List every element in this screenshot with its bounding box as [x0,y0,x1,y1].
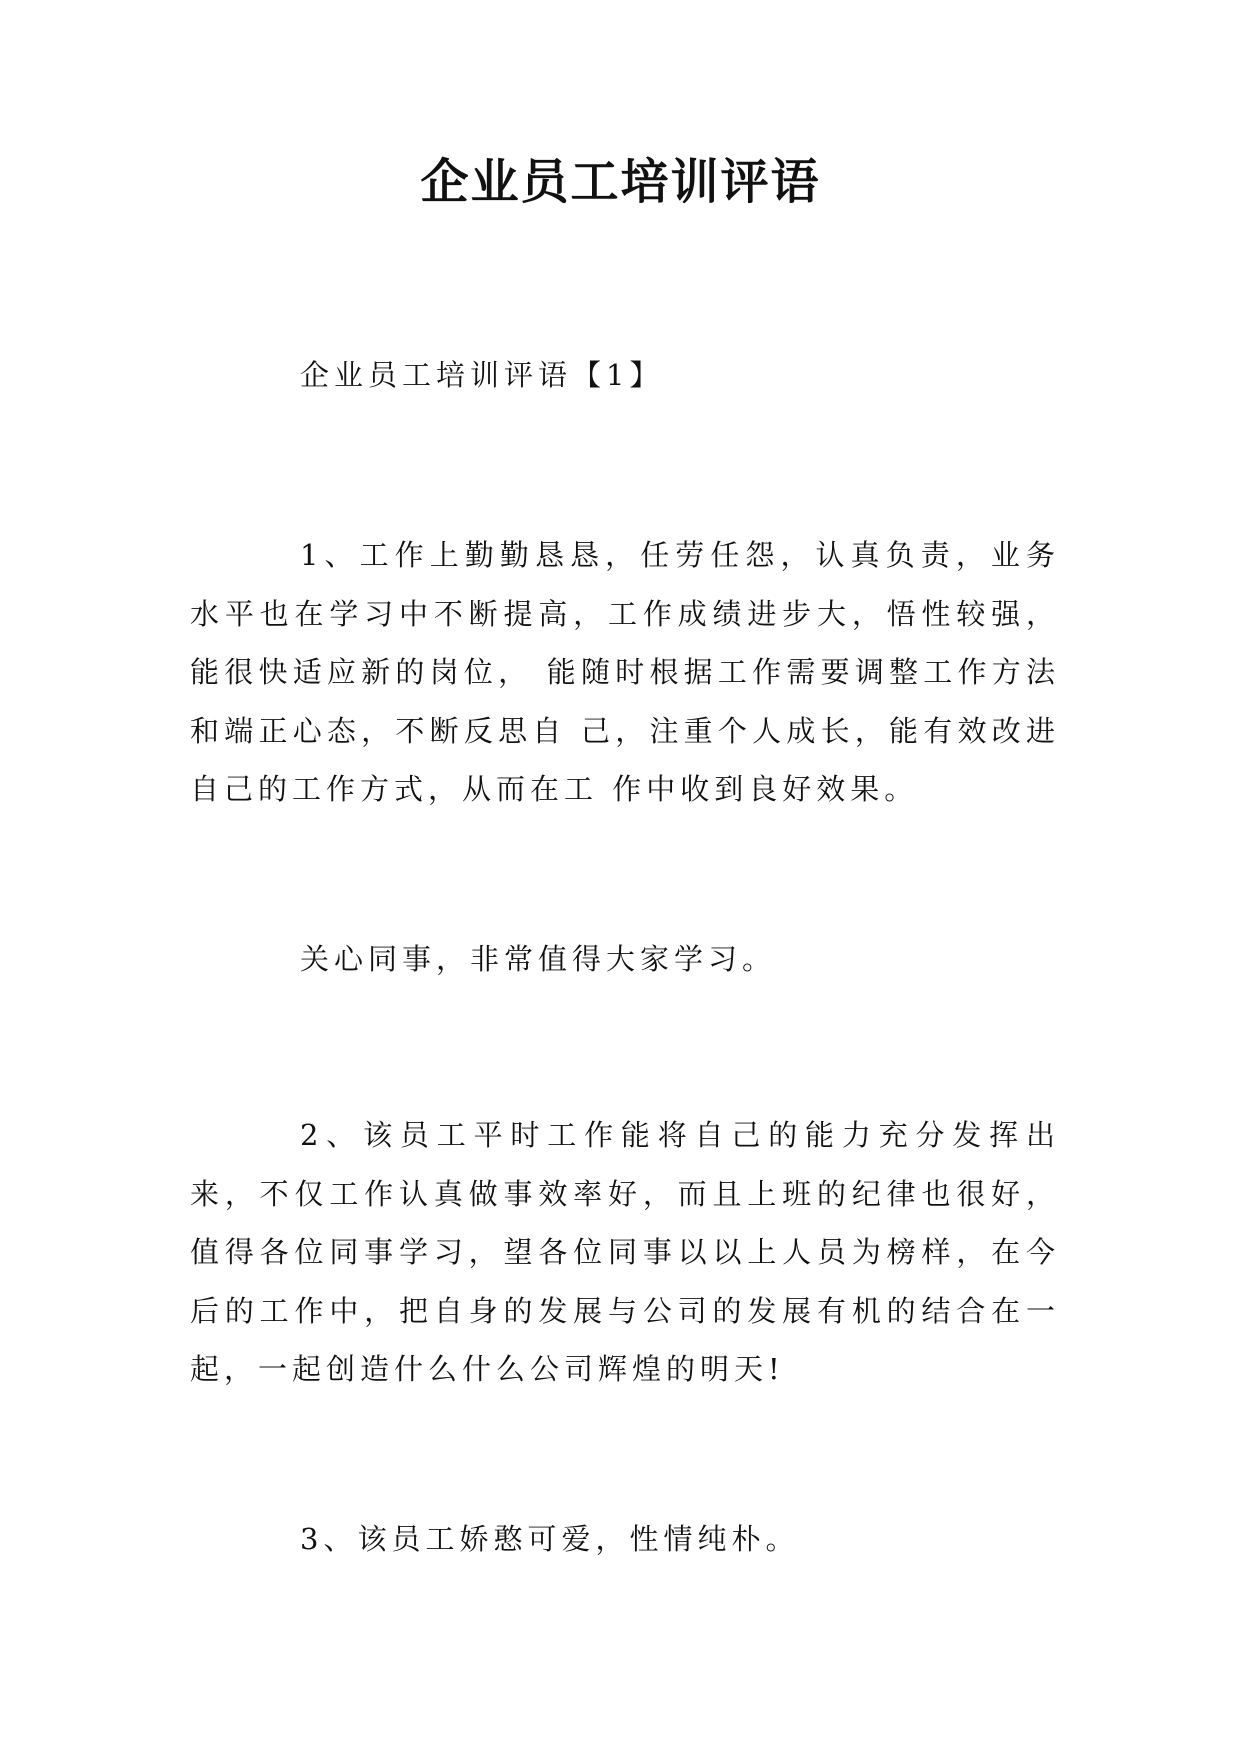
section-heading: 企业员工培训评语【1】 [300,358,664,392]
paragraph-3: 2、该员工平时工作能将自己的能力充分发挥出来，不仅工作认真做事效率好，而且上班的纪律也很好，值得各位同事学习，望各位同事以以上人员为榜样，在今后的工作中，把自身的发展与公司的发展有机的结合在一起，一起创造什么什么公司辉煌的明天! [190,1118,1060,1386]
document-title: 企业员工培训评语 [420,154,821,210]
paragraph-1: 1、工作上勤勤恳恳，任劳任怨，认真负责，业务水平也在学习中不断提高，工作成绩进步大，悟性较强，能很快适应新的岗位， 能随时根据工作需要调整工作方法和端正心态，不断反思自 己，注重个人成长，能有效改进自己的工作方式，从而在工 作中收到良好效果。 [190,538,1060,806]
paragraph-2: 关心同事，非常值得大家学习。 [300,942,777,976]
paragraph-4: 3、该员工娇憨可爱，性情纯朴。 [300,1522,800,1556]
